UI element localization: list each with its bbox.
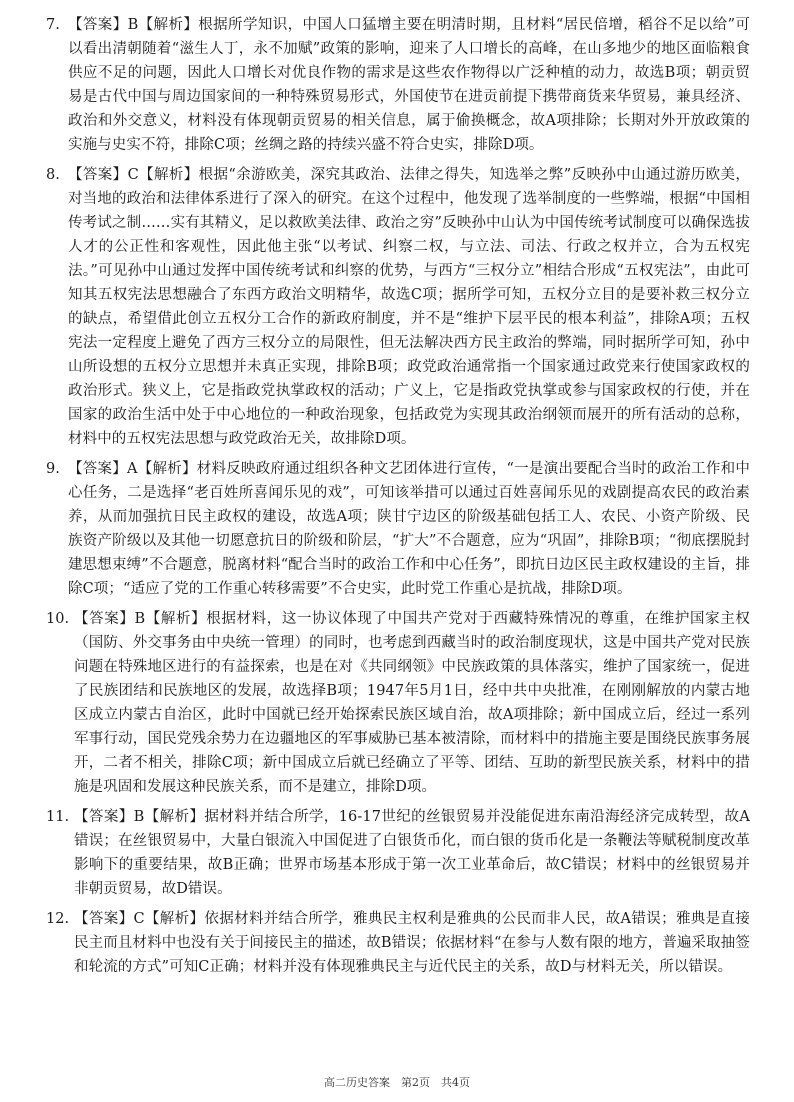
question-number: 9. xyxy=(46,461,60,477)
answer-explanation: 【答案】B【解析】据材料并结合所学，16-17世纪的丝银贸易并没能促进东南沿海经济完成转型，故A错误；在丝银贸易中，大量白银流入中国促进了白银货币化，而白银的货币化是一条鞭法等赋税制度改革影响下的重要结果，故B正确；世界市场基本形成于第一次工业革命后，故C错误；材料中的丝银贸易并非朝贡贸易，故D错误。 xyxy=(74,809,750,897)
answer-explanation: 【答案】A【解析】材料反映政府通过组织各种文艺团体进行宣传，“一是演出要配合当时的政治工作和中心任务，二是选择“老百姓所喜闻乐见的戏”，可知该举措可以通过百姓喜闻乐见的戏剧提高农民的政治素养，从而加强抗日民主政权的建设，故选A项；陕甘宁边区的阶级基础包括工人、农民、小资产阶级、民族资产阶级以及其他一切愿意抗日的阶级和阶层，“扩大”不合题意，应为“巩固”，排除B项；“彻底摆脱封建思想束缚”不合题意，脱离材料“配合当时的政治工作和中心任务”，即抗日边区民主政权建设的主旨，排除C项；“适应了党的工作重心转移需要”不合史实，此时党工作重心是抗战，排除D项。 xyxy=(68,461,750,597)
answer-item-7 xyxy=(46,13,750,157)
question-number: 10. xyxy=(46,611,70,627)
question-number: 12. xyxy=(46,911,70,927)
answer-item-11 xyxy=(46,805,750,901)
answer-explanation: 【答案】B【解析】根据所学知识，中国人口猛增主要在明清时期，且材料“居民倍增，稻谷不足以给”可以看出清朝随着“滋生人丁，永不加赋”政策的影响，迎来了人口增长的高峰，在山多地少的地区面临粮食供应不足的问题，因此人口增长对优良作物的需求是这些农作物得以广泛种植的动力，故选B项；朝贡贸易是古代中国与周边国家间的一种特殊贸易形式，外国使节在进贡前提下携带商货来华贸易，兼具经济、政治和外交意义，材料没有体现朝贡贸易的相关信息，属于偷换概念，故A项排除；长期对外开放政策的实施与史实不符，排除C项；丝绸之路的持续兴盛不符合史实，排除D项。 xyxy=(68,17,750,153)
answer-item-10 xyxy=(46,607,750,799)
answer-item-9 xyxy=(46,457,750,601)
question-number: 11. xyxy=(46,809,70,825)
question-number: 7. xyxy=(46,17,60,33)
answer-explanation: 【答案】C【解析】根据“余游欧美，深究其政治、法律之得失，知选举之弊”反映孙中山通过游历欧美，对当地的政治和法律体系进行了深入的研究。在这个过程中，他发现了选举制度的一些弊端，根据“中国相传考试之制……实有其精义，足以救欧美法律、政治之穷”反映孙中山认为中国传统考试制度可以确保选拔人才的公正性和客观性，因此他主张“以考试、纠察二权，与立法、司法、行政之权并立，合为五权宪法。”可见孙中山通过发挥中国传统考试和纠察的优势，与西方“三权分立”相结合形成“五权宪法”，由此可知其五权宪法思想融合了东西方政治文明精华，故选C项；据所学可知，五权分立目的是要补救三权分立的缺点，希望借此创立五权分工合作的新政府制度，并不是“维护下层平民的根本利益”，排除A项；五权宪法一定程度上避免了西方三权分立的局限性，但无法解决西方民主政治的弊端，同时据所学可知，孙中山所设想的五权分立思想并未真正实现，排除B项；政党政治通常指一个国家通过政党来行使国家政权的政治形式。狭义上，它是指政党执掌政权的活动；广义上，它是指政党执掌或参与国家政权的行使，并在国家的政治生活中处于中心地位的一种政治现象，包括政党为实现其政治纲领而展开的所有活动的总称，材料中的五权宪法思想与政党政治无关，故排除D项。 xyxy=(68,167,750,447)
answer-item-8 xyxy=(46,163,750,451)
answer-explanation: 【答案】C【解析】依据材料并结合所学，雅典民主权利是雅典的公民而非人民，故A错误；雅典是直接民主而且材料中也没有关于间接民主的描述，故B错误；依据材料“在参与人数有限的地方，普遍采取抽签和轮流的方式”可知C正确；材料并没有体现雅典民主与近代民主的关系，故D与材料无关，所以错误。 xyxy=(74,911,750,975)
answer-explanation: 【答案】B【解析】根据材料，这一协议体现了中国共产党对于西藏特殊情况的尊重，在维护国家主权（国防、外交事务由中央统一管理）的同时，也考虑到西藏当时的政治制度现状，这是中国共产党对民族问题在特殊地区进行的有益探索，也是在对《共同纲领》中民族政策的具体落实，维护了国家统一，促进了民族团结和民族地区的发展，故选择B项；1947年5月1日，经中共中央批准，在刚刚解放的内蒙古地区成立内蒙古自治区，此时中国就已经开始探索民族区域自治，故A项排除；新中国成立后，经过一系列军事行动，国民党残余势力在边疆地区的军事威胁已基本被清除，而材料中的措施主要是围绕民族事务展开，二者不相关，排除C项；新中国成立后就已经确立了平等、团结、互助的新型民族关系，材料中的措施是巩固和发展这种民族关系，而不是建立，排除D项。 xyxy=(74,611,750,795)
answer-item-12 xyxy=(46,907,750,979)
question-number: 8. xyxy=(46,167,60,183)
page-footer: 高二历史答案 第2页 共4页 xyxy=(324,1076,470,1089)
answer-list xyxy=(46,13,750,985)
